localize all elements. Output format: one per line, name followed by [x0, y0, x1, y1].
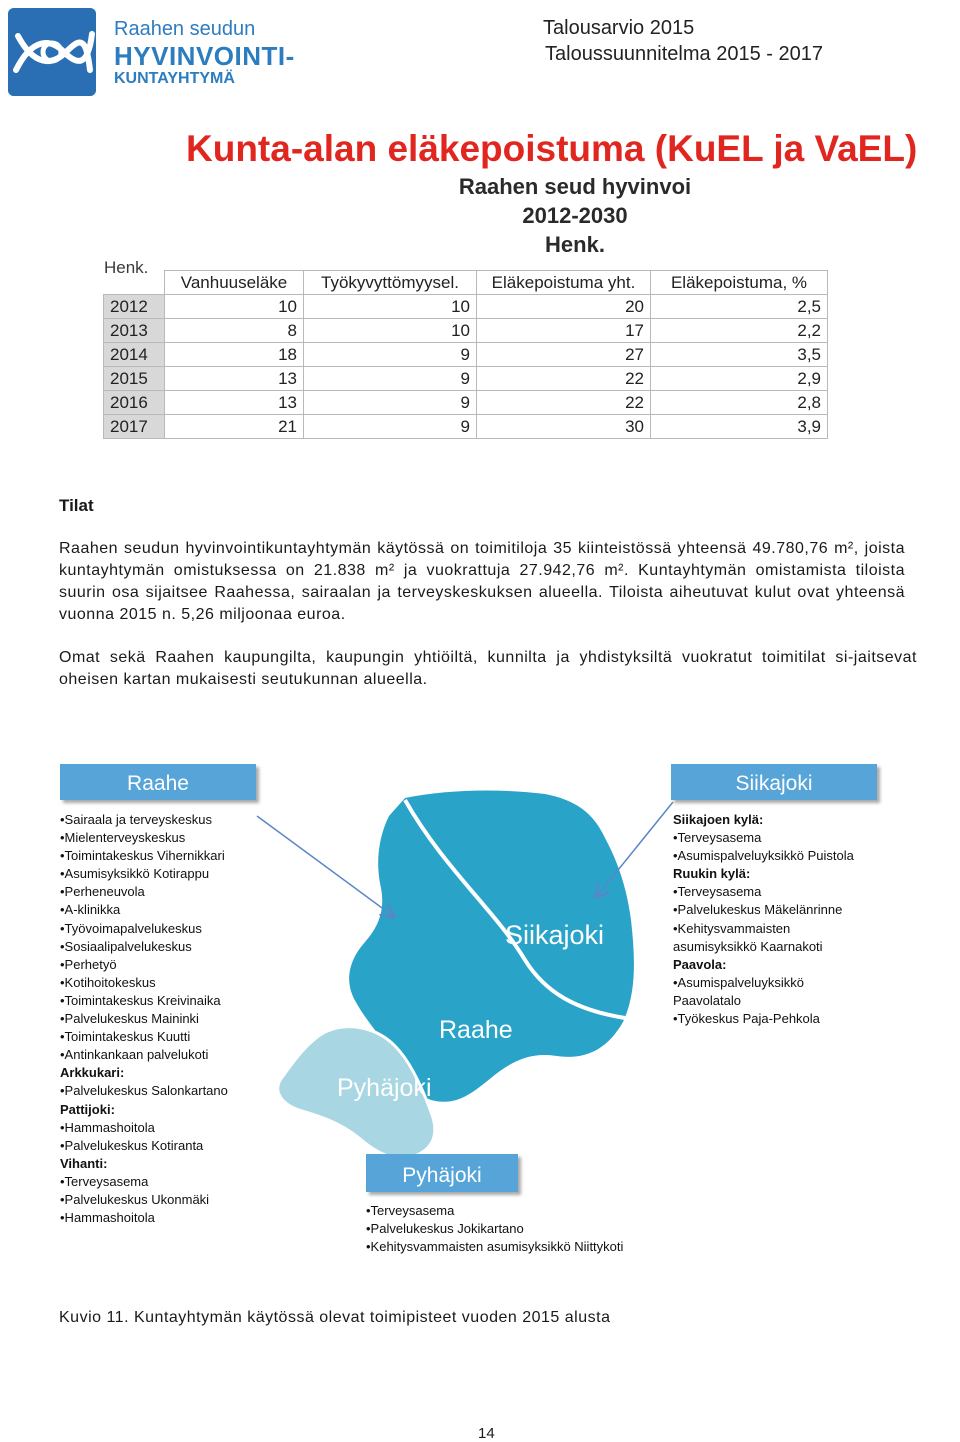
- pension-table: [103, 270, 828, 439]
- table-row: [104, 343, 828, 367]
- value-cell: 2,2: [651, 319, 828, 343]
- column-header: Vanhuuseläke: [165, 271, 304, 295]
- list-subheading: Ruukin kylä:: [673, 866, 751, 882]
- year-cell: 2016: [104, 391, 165, 415]
- knot-logo-icon: [8, 8, 96, 96]
- body-paragraph-1: Raahen seudun hyvinvointikuntayhtymän käytössä on toimitiloja 35 kiinteistössä yhteensä 49.780,76 m², joista kuntayhtymän omistuksessa on 21.838 m² ja vuokrattuja 27.942,76 m². Kuntayhtymän omistamista tiloista suurin osa sijaitsee Raahessa, sairaalan ja terveyskeskuksen alueella. Tiloista aiheutuvat kulut ovat yhteensä vuonna 2015 n. 5,26 miljoonaa euroa.: [59, 540, 905, 623]
- document-title: Talousarvio 2015: [543, 17, 695, 39]
- value-cell: 9: [304, 391, 477, 415]
- list-item: •Palvelukeskus Maininki: [60, 1011, 199, 1027]
- list-item: •Kotihoitokeskus: [60, 974, 156, 990]
- list-item: •Antinkankaan palvelukoti: [60, 1047, 209, 1063]
- list-item: •Perheneuvola: [60, 884, 145, 900]
- siikajoki-site-list: [673, 811, 903, 1028]
- document-subtitle: Taloussuunnitelma 2015 - 2017: [545, 43, 823, 65]
- subtitle-line: Raahen seud hyvinvoi: [458, 174, 692, 199]
- list-item: •Mielenterveyskeskus: [60, 830, 186, 846]
- list-subheading: Arkkukari:: [60, 1065, 125, 1081]
- logo-text-line3: KUNTAYHTYMÄ: [114, 70, 235, 87]
- subtitle-line: Henk.: [545, 232, 605, 257]
- list-subheading: Paavola:: [673, 956, 727, 972]
- corner-cell: [104, 271, 165, 295]
- column-header: Eläkepoistuma, %: [651, 271, 828, 295]
- siikajoki-title-box: Siikajoki: [671, 764, 877, 800]
- value-cell: 30: [477, 415, 651, 439]
- logo-text-line1: Raahen seudun: [114, 18, 256, 40]
- section-heading: Tilat: [59, 496, 94, 515]
- value-cell: 3,5: [651, 343, 828, 367]
- list-item: •Toimintakeskus Kuutti: [60, 1029, 191, 1045]
- list-item: Paavolatalo: [673, 992, 741, 1008]
- list-item: •Sairaala ja terveyskeskus: [60, 812, 212, 827]
- value-cell: 2,5: [651, 295, 828, 319]
- table-row: [104, 367, 828, 391]
- list-item: •Asumispalveluyksikkö: [673, 974, 804, 990]
- value-cell: 3,9: [651, 415, 828, 439]
- list-item: •Palvelukeskus Salonkartano: [60, 1083, 228, 1099]
- list-item: •Työvoimapalvelukeskus: [60, 920, 202, 936]
- list-item: •Toimintakeskus Kreivinaika: [60, 992, 221, 1008]
- list-item: •Kehitysvammaisten asumisyksikkö Niittykoti: [366, 1239, 624, 1255]
- value-cell: 8: [165, 319, 304, 343]
- list-item: •Asumispalveluyksikkö Puistola: [673, 848, 854, 864]
- value-cell: 17: [477, 319, 651, 343]
- value-cell: 22: [477, 367, 651, 391]
- table-row: [104, 295, 828, 319]
- value-cell: 9: [304, 343, 477, 367]
- map-label-pyhajoki: Pyhäjoki: [337, 1074, 432, 1102]
- list-item: •Palvelukeskus Mäkelänrinne: [673, 902, 843, 918]
- table-unit-label: Henk.: [104, 258, 149, 277]
- body-paragraph-2: Omat sekä Raahen kaupungilta, kaupungin yhtiöiltä, kunnilta ja yhdistyksiltä vuokratut toimitilat si-jaitsevat oheisen kartan mukaisesti seutukunnan alueella.: [59, 649, 917, 688]
- list-item: •Terveysasema: [673, 830, 762, 846]
- map-label-siikajoki: Siikajoki: [505, 920, 605, 950]
- page-number: 14: [478, 1425, 495, 1442]
- list-item: asumisyksikkö Kaarnakoti: [673, 938, 823, 954]
- table-figure-subtitle: [440, 172, 710, 259]
- table-row: [104, 319, 828, 343]
- organization-logo-mark: [8, 8, 96, 96]
- year-cell: 2017: [104, 415, 165, 439]
- value-cell: 13: [165, 391, 304, 415]
- list-item: •Terveysasema: [673, 884, 762, 900]
- table-row: [104, 415, 828, 439]
- list-item: •Palvelukeskus Ukonmäki: [60, 1191, 210, 1207]
- raahe-title-box: Raahe: [60, 764, 256, 800]
- value-cell: 21: [165, 415, 304, 439]
- table-row: [104, 391, 828, 415]
- raahe-site-list: [60, 811, 270, 1227]
- value-cell: 9: [304, 415, 477, 439]
- table-header-row: [104, 271, 828, 295]
- list-subheading: Pattijoki:: [60, 1101, 115, 1117]
- value-cell: 22: [477, 391, 651, 415]
- year-cell: 2013: [104, 319, 165, 343]
- column-header: Työkyvyttömyysel.: [304, 271, 477, 295]
- map-label-raahe: Raahe: [439, 1016, 513, 1044]
- list-item: •Hammashoitola: [60, 1119, 155, 1135]
- year-cell: 2015: [104, 367, 165, 391]
- value-cell: 27: [477, 343, 651, 367]
- figure-caption: Kuvio 11. Kuntayhtymän käytössä olevat toimipisteet vuoden 2015 alusta: [59, 1309, 611, 1326]
- column-header: Eläkepoistuma yht.: [477, 271, 651, 295]
- table-figure-title: Kunta-alan eläkepoistuma (KuEL ja VaEL): [186, 128, 918, 169]
- year-cell: 2012: [104, 295, 165, 319]
- region-map: [255, 760, 675, 1170]
- list-item: •Terveysasema: [60, 1173, 149, 1189]
- list-item: •Hammashoitola: [60, 1210, 155, 1226]
- value-cell: 9: [304, 367, 477, 391]
- list-item: •Sosiaalipalvelukeskus: [60, 938, 192, 954]
- pyhajoki-title-box: Pyhäjoki: [366, 1154, 518, 1192]
- list-item: •Työkeskus Paja-Pehkola: [673, 1011, 820, 1027]
- list-item: •Terveysasema: [366, 1203, 455, 1218]
- value-cell: 10: [304, 319, 477, 343]
- list-item: •Toimintakeskus Vihernikkari: [60, 848, 225, 864]
- list-item: •A-klinikka: [60, 902, 121, 918]
- value-cell: 20: [477, 295, 651, 319]
- value-cell: 10: [304, 295, 477, 319]
- list-item: •Perhetyö: [60, 956, 117, 972]
- value-cell: 2,9: [651, 367, 828, 391]
- subtitle-line: 2012-2030: [522, 203, 628, 228]
- pyhajoki-site-list: [366, 1202, 686, 1256]
- value-cell: 2,8: [651, 391, 828, 415]
- list-subheading: Siikajoen kylä:: [673, 812, 764, 827]
- list-subheading: Vihanti:: [60, 1155, 108, 1171]
- list-item: •Palvelukeskus Kotiranta: [60, 1137, 204, 1153]
- value-cell: 10: [165, 295, 304, 319]
- arrow-raahe: [257, 816, 393, 916]
- year-cell: 2014: [104, 343, 165, 367]
- list-item: •Palvelukeskus Jokikartano: [366, 1221, 524, 1237]
- list-item: •Asumisyksikkö Kotirappu: [60, 866, 210, 882]
- value-cell: 18: [165, 343, 304, 367]
- logo-text-line2: HYVINVOINTI-: [114, 41, 295, 71]
- value-cell: 13: [165, 367, 304, 391]
- list-item: •Kehitysvammaisten: [673, 920, 791, 936]
